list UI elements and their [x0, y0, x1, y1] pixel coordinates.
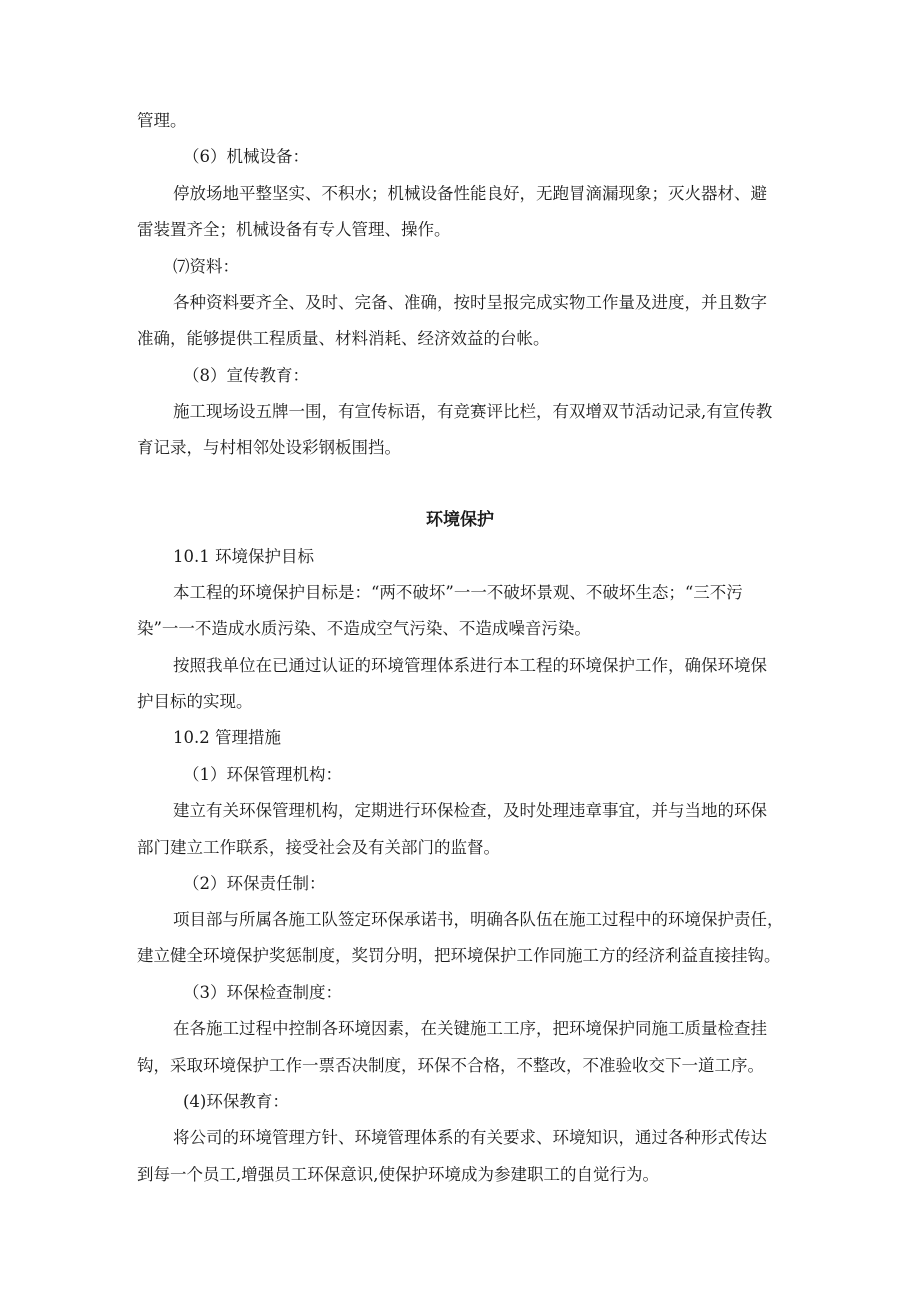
paragraph-line: 停放场地平整坚实、不积水；机械设备性能良好，无跑冒滴漏现象；灭火器材、避: [173, 184, 767, 203]
item-heading-inspection: （3）环保检查制度：: [183, 983, 342, 1002]
subsection-title: 10.2 管理措施: [173, 728, 281, 747]
paragraph-line: 将公司的环境管理方针、环境管理体系的有关要求、环境知识，通过各种形式传达: [173, 1128, 767, 1147]
paragraph-line: 项目部与所属各施工队签定环保承诺书，明确各队伍在施工过程中的环境保护责任，: [173, 910, 784, 929]
subsection-title: 10.1 环境保护目标: [173, 547, 314, 566]
paragraph-line: 建立有关环保管理机构，定期进行环保检查，及时处理违章事宜，并与当地的环保: [173, 801, 767, 820]
paragraph-line: 染”一一不造成水质污染、不造成空气污染、不造成噪音污染。: [137, 619, 591, 638]
paragraph-line: 雷装置齐全；机械设备有专人管理、操作。: [137, 220, 451, 239]
paragraph-line: 本工程的环境保护目标是：“两不破坏”一一不破坏景观、不破坏生态；“三不污: [173, 583, 743, 602]
item-heading-education: (4)环保教育：: [183, 1092, 289, 1111]
paragraph-line: 到每一个员工,增强员工环保意识,使保护环境成为参建职工的自觉行为。: [137, 1165, 659, 1184]
paragraph-line: 管理。: [137, 111, 187, 130]
paragraph-line: 按照我单位在已通过认证的环境管理体系进行本工程的环境保护工作，确保环境保: [173, 656, 767, 675]
paragraph-line: 建立健全环境保护奖惩制度，奖罚分明，把环境保护工作同施工方的经济利益直接挂钩。: [137, 946, 781, 965]
item-heading-organization: （1）环保管理机构：: [183, 765, 342, 784]
paragraph-line: 育记录，与村相邻处设彩钢板围挡。: [137, 438, 401, 457]
item-heading-responsibility: （2）环保责任制：: [183, 874, 326, 893]
item-heading-publicity: （8）宣传教育：: [183, 366, 309, 385]
item-heading-machinery: （6）机械设备：: [183, 147, 309, 166]
item-heading-documents: ⑺资料：: [173, 257, 239, 276]
paragraph-line: 钩，采取环境保护工作一票否决制度，环保不合格，不整改，不准验收交下一道工序。: [137, 1056, 764, 1075]
paragraph-line: 各种资料要齐全、及时、完备、准确，按时呈报完成实物工作量及进度，并且数字: [173, 293, 767, 312]
paragraph-line: 准确，能够提供工程质量、材料消耗、经济效益的台帐。: [137, 329, 550, 348]
paragraph-line: 在各施工过程中控制各环境因素，在关键施工工序，把环境保护同施工质量检查挂: [173, 1019, 767, 1038]
paragraph-line: 护目标的实现。: [137, 692, 253, 711]
paragraph-line: 施工现场设五牌一围，有宣传标语，有竞赛评比栏，有双增双节活动记录,有宣传教: [173, 402, 773, 421]
paragraph-line: 部门建立工作联系，接受社会及有关部门的监督。: [137, 838, 500, 857]
section-title: 环境保护: [426, 510, 494, 530]
